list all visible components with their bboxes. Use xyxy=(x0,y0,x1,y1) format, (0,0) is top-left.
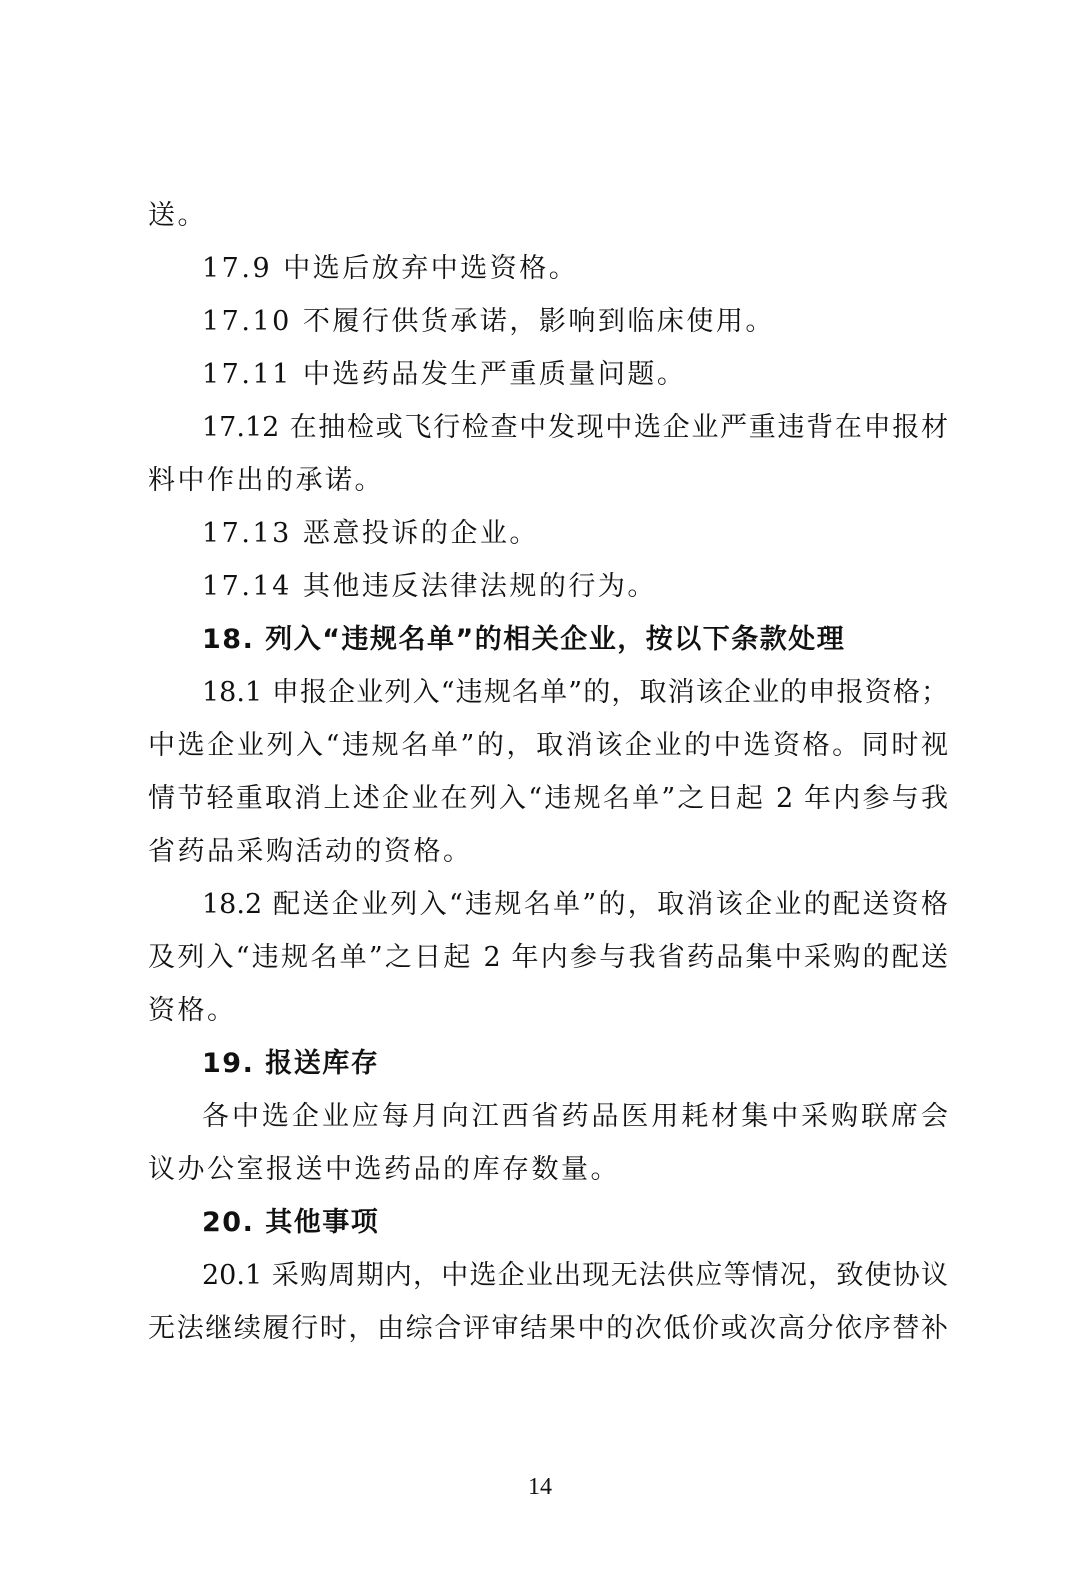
paragraph-line: 省药品采购活动的资格。 xyxy=(148,836,473,867)
clause-17-11: 17.11 中选药品发生严重质量问题。 xyxy=(202,359,687,390)
clause-17-12: 17.12 在抽检或飞行检查中发现中选企业严重违背在申报材 xyxy=(202,412,948,443)
paragraph-line: 情节轻重取消上述企业在列入“违规名单”之日起 2 年内参与我 xyxy=(148,783,948,814)
clause-20-1: 20.1 采购周期内，中选企业出现无法供应等情况，致使协议 xyxy=(202,1260,948,1291)
clause-18-2: 18.2 配送企业列入“违规名单”的，取消该企业的配送资格 xyxy=(202,889,948,920)
paragraph-line: 资格。 xyxy=(148,995,237,1026)
section-heading-18: 18. 列入“违规名单”的相关企业，按以下条款处理 xyxy=(202,624,846,655)
section-heading-19: 19. 报送库存 xyxy=(202,1048,380,1079)
paragraph-line: 各中选企业应每月向江西省药品医用耗材集中采购联席会 xyxy=(202,1101,948,1132)
section-heading-20: 20. 其他事项 xyxy=(202,1207,380,1238)
paragraph-line: 送。 xyxy=(148,200,207,231)
paragraph-line: 中选企业列入“违规名单”的，取消该企业的中选资格。同时视 xyxy=(148,730,948,761)
clause-17-14: 17.14 其他违反法律法规的行为。 xyxy=(202,571,657,602)
paragraph-line: 无法继续履行时，由综合评审结果中的次低价或次高分依序替补 xyxy=(148,1313,948,1344)
page-number: 14 xyxy=(528,1474,552,1500)
clause-17-13: 17.13 恶意投诉的企业。 xyxy=(202,518,539,549)
clause-18-1: 18.1 申报企业列入“违规名单”的，取消该企业的申报资格； xyxy=(202,677,948,708)
clause-17-9: 17.9 中选后放弃中选资格。 xyxy=(202,253,579,284)
clause-17-10: 17.10 不履行供货承诺，影响到临床使用。 xyxy=(202,306,775,337)
paragraph-line: 及列入“违规名单”之日起 2 年内参与我省药品集中采购的配送 xyxy=(148,942,948,973)
paragraph-line: 议办公室报送中选药品的库存数量。 xyxy=(148,1154,620,1185)
paragraph-line: 料中作出的承诺。 xyxy=(148,465,384,496)
